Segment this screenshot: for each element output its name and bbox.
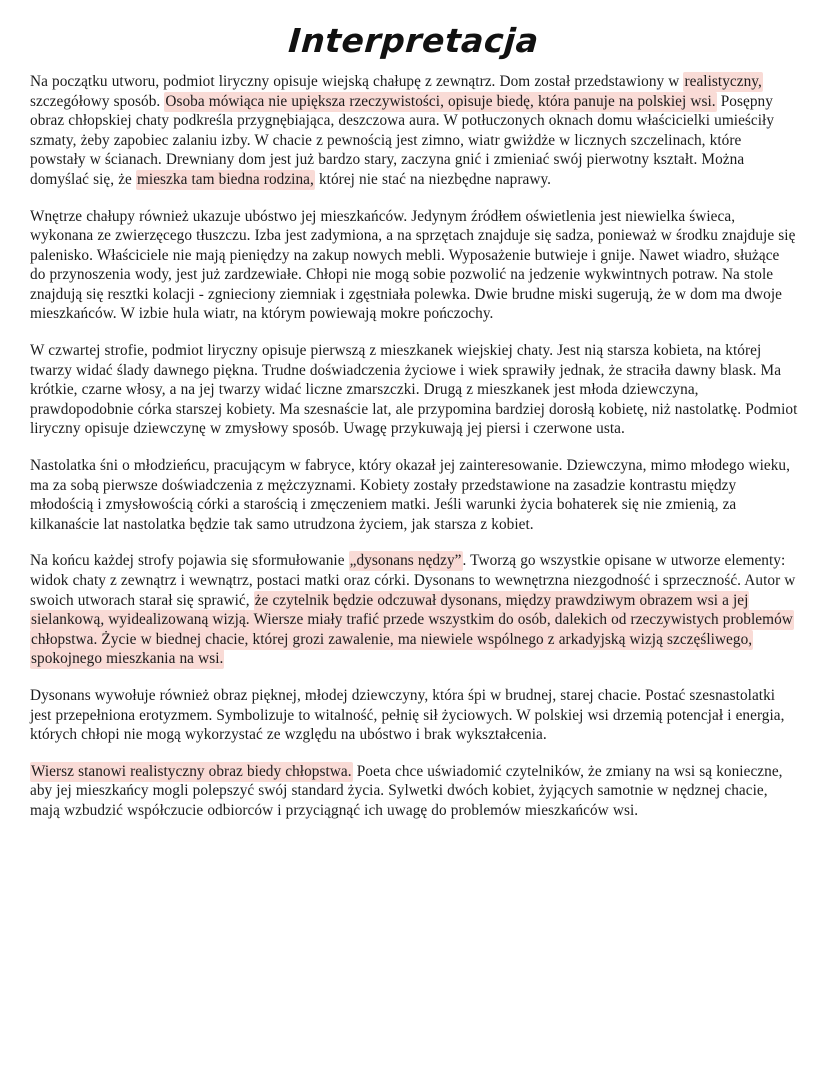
body-text: Poeta chce uświadomić czytelników, że zmiany na wsi są konieczne, aby jej mieszkańcy mogli polepszyć swój standard życia. Sylwetki dwóch kobiet, żyjących samotnie w nędznej chacie, mają wzbudzić współczucie odbiorców i przyciągnąć ich uwagę do problemów mieszkańców wsi. (30, 762, 783, 819)
paragraph (30, 341, 798, 439)
highlighted-text: realistyczny, (684, 72, 762, 90)
body-text: Na początku utworu, podmiot liryczny opisuje wiejską chałupę z zewnątrz. Dom został przedstawiony w (30, 72, 684, 90)
body-text: W czwartej strofie, podmiot liryczny opisuje pierwszą z mieszkanek wiejskiej chaty. Jest nią starsza kobieta, na której twarzy widać ślady dawnego piękna. Trudne doświadczenia życiowe i wiek sprawiły jednak, że straciła dawny blask. Ma krótkie, czarne włosy, a na jej twarzy widać liczne zmarszczki. Drugą z mieszkanek jest młoda dziewczyna, prawdopodobnie córka starszej kobiety. Ma szesnaście lat, ale przypomina bardziej dorosłą kobietę, niż nastolatkę. Podmiot liryczny opisuje dziewczynę w zmysłowy sposób. Uwagę przykuwają jej piersi i czerwone usta. (30, 342, 798, 438)
highlighted-text: „dysonans nędzy” (349, 552, 462, 570)
body-text: której nie stać na niezbędne naprawy. (314, 170, 552, 188)
highlighted-text: Wiersz stanowi realistyczny obraz biedy chłopstwa. (31, 762, 352, 780)
highlighted-text: że czytelnik będzie odczuwał dysonans, między prawdziwym obrazem wsi a jej sielankową, wyidealizowaną wizją. Wiersze miały trafić przede wszystkim do osób, dalekich od rzeczywistych problemów chłopstwa. Życie w biednej chacie, której grozi zawalenie, ma niewiele wspólnego z arkadyjską wizją szczęśliwego, spokojnego mieszkania na wsi. (31, 591, 793, 668)
paragraph (30, 686, 798, 745)
paragraph (30, 762, 798, 821)
body-text: Nastolatka śni o młodzieńcu, pracującym w fabryce, który okazał jej zainteresowanie. Dziewczyna, mimo młodego wieku, ma za sobą pierwsze doświadczenia z mężczyznami. Kobiety zostały przedstawione na zasadzie kontrastu między młodością i zmysłowością córki a starością i zmęczeniem matki. Jeśli warunki życia bohaterek się nie zmienią, za kilkanaście lat nastolatka będzie tak samo utrudzona życiem, jak starsza z kobiet. (30, 457, 790, 533)
document-body (0, 72, 828, 821)
paragraph (30, 551, 798, 669)
body-text: Na końcu każdej strofy pojawia się sformułowanie (30, 552, 349, 570)
paragraph (30, 207, 798, 325)
highlighted-text: mieszka tam biedna rodzina, (136, 170, 314, 188)
body-text: Dysonans wywołuje również obraz pięknej, młodej dziewczyny, która śpi w brudnej, starej chacie. Postać szesnastolatki jest przepełniona erotyzmem. Symbolizuje to witalność, pełnię sił życiowych. W polskiej wsi drzemią potencjał i energia, których chłopi nie mogą wykorzystać ze względu na ubóstwo i brak wykształcenia. (30, 686, 785, 744)
paragraph (30, 72, 798, 190)
body-text: Wnętrze chałupy również ukazuje ubóstwo jej mieszkańców. Jedynym źródłem oświetlenia jest niewielka świeca, wykonana ze zwierzęcego tłuszczu. Izba jest zadymiona, a na sprzętach znajduje się sadza, ponieważ w środku znajduje się palenisko. Właściciele nie mają pieniędzy na zakup nowych mebli. Wyposażenie butwieje i gnije. Nawet wiadro, służące do przynoszenia wody, jest już zardzewiałe. Chłopi nie mogą sobie pozwolić na jedzenie wykwintnych potraw. Na stole znajdują się resztki kolacji - zgnieciony ziemniak i zgęstniała polewka. Dwie brudne miski sugerują, że w dom ma dwoje mieszkańców. W izbie hula wiatr, na którym powiewają mokre pończochy. (30, 207, 796, 323)
body-text: szczegółowy sposób. (30, 92, 165, 110)
paragraph-container (30, 72, 798, 821)
paragraph (30, 456, 798, 534)
body-text: . Tworzą go wszystkie opisane w utworze elementy: widok chaty z zewnątrz i wewnątrz, postaci matki oraz córki. Dysonans to wewnętrzna niezgodność i sprzeczność. Autor w swoich utworach starał się sprawić, (30, 552, 796, 609)
highlighted-text: Osoba mówiąca nie upiększa rzeczywistości, opisuje biedę, która panuje na polskiej wsi. (165, 92, 716, 110)
body-text: Posępny obraz chłopskiej chaty podkreśla przygnębiająca, deszczowa aura. W potłuczonych oknach domu właścicielki umieściły szmaty, żeby zapobiec zalaniu izby. W chacie z pewnością jest zimno, wiatr gwiżdże w licznych szczelinach, które powstały w ścianach. Drewniany dom jest już bardzo stary, zaczyna gnić i zmieniać swój pierwotny kształt. Można domyślać się, że (30, 92, 775, 188)
page-title: Interpretacja (287, 21, 541, 60)
